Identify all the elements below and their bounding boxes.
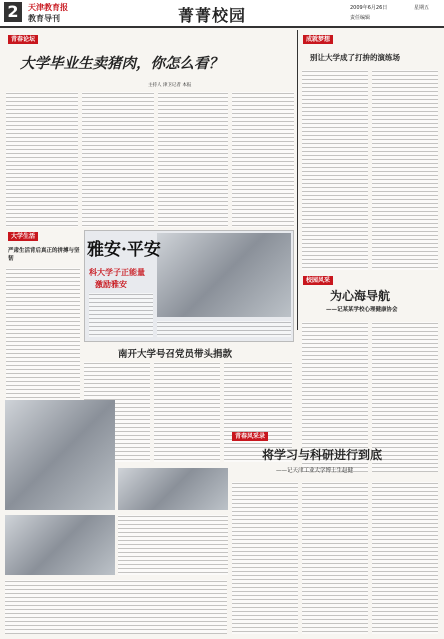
left-mid-tag: 大学生活: [8, 232, 38, 241]
edition-name: 教育导刊: [28, 13, 60, 23]
right-top-body-col1: [302, 70, 368, 270]
right-mid-headline: 为心海导航: [330, 289, 391, 303]
party-headline: 南开大学号召党员带头捐款: [118, 349, 233, 360]
top-story-body-col4: [232, 92, 294, 227]
issue-date: 2009年6月26日: [350, 5, 388, 11]
top-story-body-col1: [6, 92, 78, 227]
bottom-body-col2: [302, 482, 368, 634]
collage-caption: [5, 580, 227, 634]
top-story-headline: 大学毕业生卖猪肉，你怎么看？: [20, 55, 223, 72]
editor-credit: 责任编辑: [350, 15, 371, 21]
right-top-headline: 别让大学成了打拚的演练场: [310, 53, 400, 62]
feature-text: [89, 293, 153, 337]
feature-caption: [157, 321, 291, 337]
right-mid-tag: 校园风采: [303, 276, 333, 285]
top-story-body-col2: [82, 92, 154, 227]
bottom-headline: 将学习与科研进行到底: [262, 448, 383, 462]
feature-block: [84, 230, 294, 342]
bottom-body-col3: [372, 482, 438, 634]
feature-subtitle-1: 科大学子正能量: [89, 267, 145, 277]
feature-title: 雅安·平安: [87, 240, 161, 260]
feature-subtitle-2: 激励雅安: [95, 279, 127, 289]
column-divider: [297, 30, 298, 330]
collage-photo-2: [118, 468, 228, 510]
bottom-subhead: ——记天津工业大学博士生赵健: [276, 468, 354, 474]
paper-name: 天津教育报: [28, 2, 68, 12]
section-title: 菁菁校园: [178, 6, 247, 25]
collage-photo-1: [5, 400, 115, 510]
party-body-col2: [154, 362, 220, 462]
top-story-tag: 青春论坛: [8, 35, 38, 44]
right-top-body-col2: [372, 70, 438, 270]
top-story-body-col3: [158, 92, 228, 227]
page-number: 2: [4, 2, 22, 22]
collage-side-text: [118, 515, 228, 575]
masthead: [0, 0, 444, 28]
feature-photo: [157, 233, 291, 317]
collage-photo-3: [5, 515, 115, 575]
left-mid-subhead: 严肃生活背后真正的拼搏与坚韧: [8, 248, 80, 262]
bottom-body-col1: [232, 482, 298, 634]
right-top-tag: 成就梦想: [303, 35, 333, 44]
issue-weekday: 星期五: [414, 5, 430, 11]
right-mid-subhead: ——记某某学校心理健康协会: [326, 307, 398, 313]
top-story-byline: 主持人 津卫记者 本报: [148, 83, 192, 88]
bottom-tag: 青春风采录: [232, 432, 268, 441]
